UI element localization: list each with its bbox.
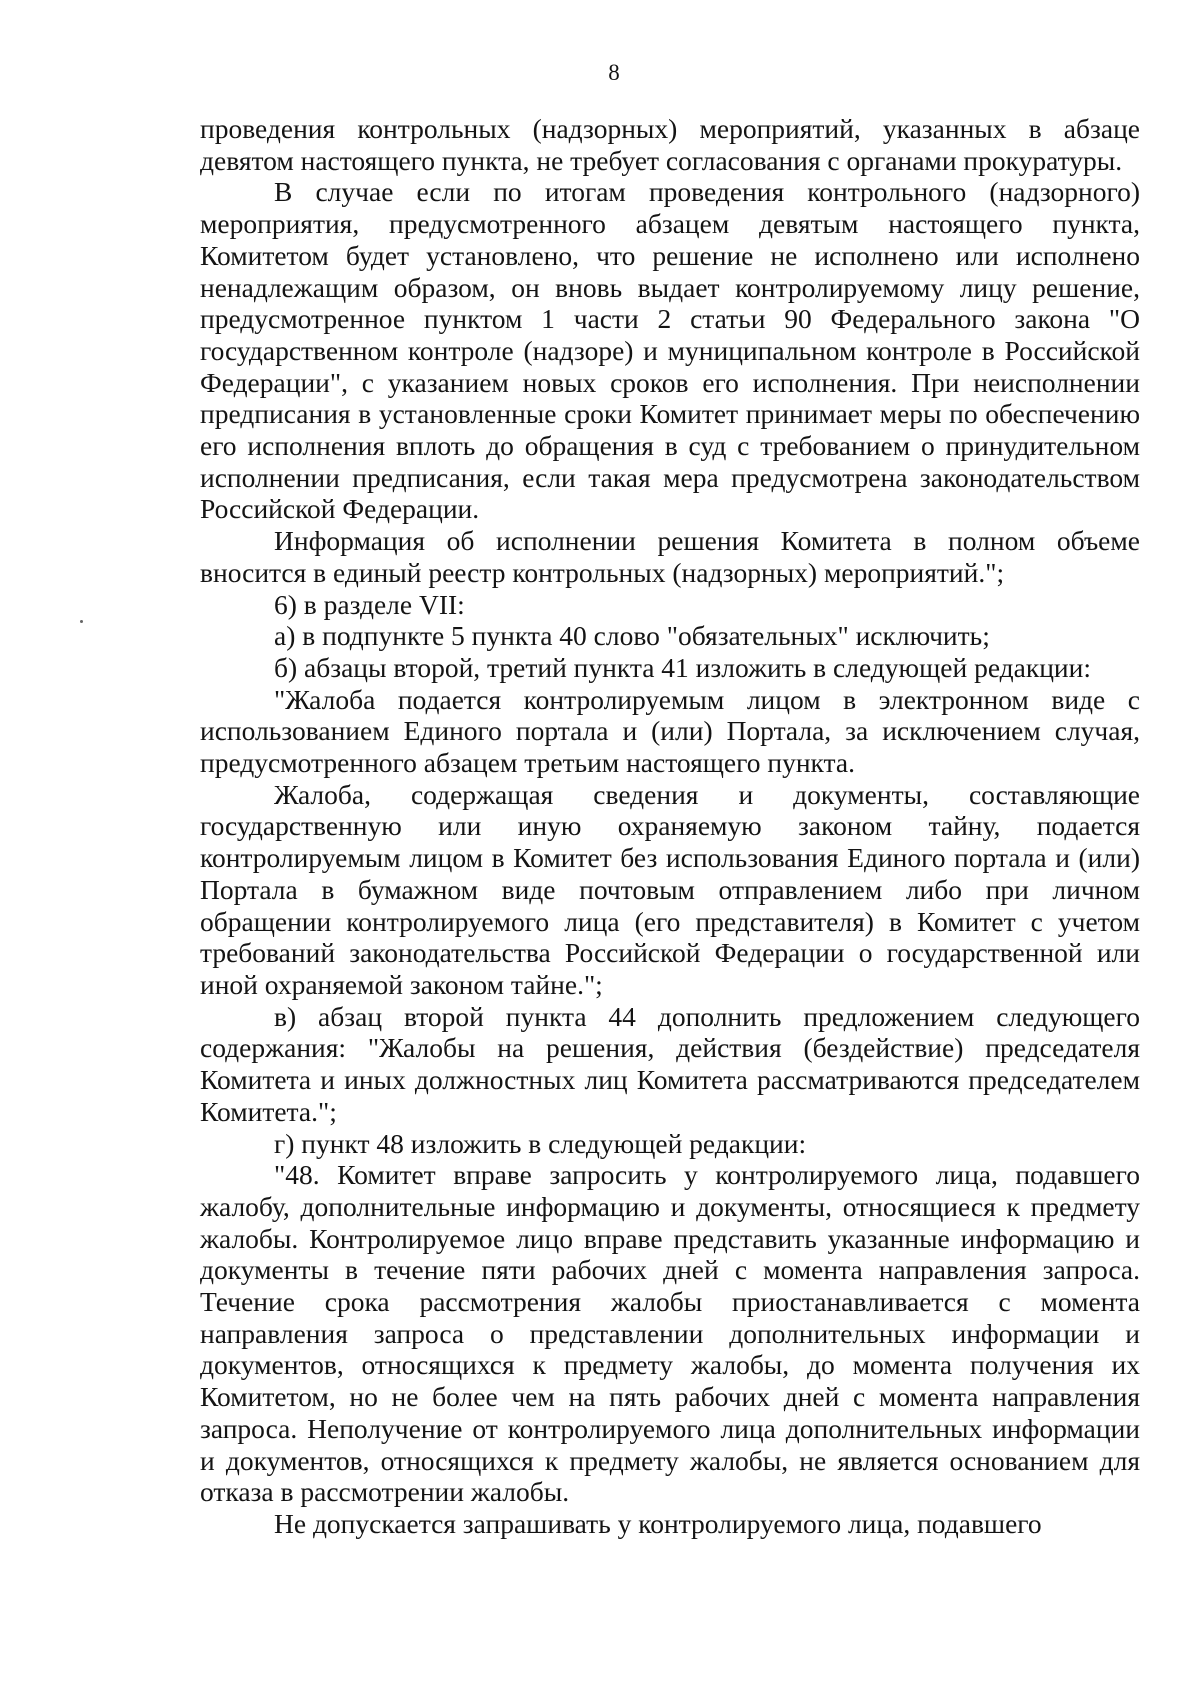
paragraph-complaint-secret: Жалоба, содержащая сведения и документы, составляющие государственную или иную охраняемую законом тайну, подается контролируемым лицом в Комитет без использования Единого портала и (или) Портала в бумажном виде почтовым отправлением либо при личном обращении контролируемого лица (его представителя) в Комитет с учетом требований законодательства Российской Федерации о государственной или иной охраняемой законом тайне.";: [200, 778, 1140, 1000]
paragraph-item-v: в) абзац второй пункта 44 дополнить предложением следующего содержания: "Жалобы на решения, действия (бездействие) председателя Комитета и иных должностных лиц Комитета рассматриваются председателем Комитета.";: [200, 1000, 1140, 1127]
paragraph-item-g: г) пункт 48 изложить в следующей редакции:: [274, 1127, 807, 1159]
scan-artifact-dot: [80, 620, 83, 623]
paragraph-point-48: "48. Комитет вправе запросить у контролируемого лица, подавшего жалобу, дополнительные информацию и документы, относящиеся к предмету жалобы. Контролируемое лицо вправе представить указанные информацию и документы в течение пяти рабочих дней с момента направления запроса. Течение срока рассмотрения жалобы приостанавливается с момента направления запроса о представлении дополнительных информации и документов, относящихся к предмету жалобы, до момента получения их Комитетом, но не более чем на пять рабочих дней с момента направления запроса. Неполучение от контролируемого лица дополнительных информации и документов, относящихся к предмету жалобы, не является основанием для отказа в рассмотрении жалобы.: [200, 1159, 1140, 1508]
paragraph-repeat-inspection: В случае если по итогам проведения контрольного (надзорного) мероприятия, предусмотренного абзацем девятым настоящего пункта, Комитетом будет установлено, что решение не исполнено или исполнено ненадлежащим образом, он вновь выдает контролируемому лицу решение, предусмотренное пунктом 1 части 2 статьи 90 Федерального закона "О государственном контроле (надзоре) и муниципальном контроле в Российской Федерации", с указанием новых сроков его исполнения. При неисполнении предписания в установленные сроки Комитет принимает меры по обеспечению его исполнения вплоть до обращения в суд с требованием о принудительном исполнении предписания, если такая мера предусмотрена законодательством Российской Федерации.: [200, 176, 1140, 525]
paragraph-not-allowed: Не допускается запрашивать у контролируемого лица, подавшего: [274, 1507, 1042, 1539]
paragraph-registry-info: Информация об исполнении решения Комитета в полном объеме вносится в единый реестр контрольных (надзорных) мероприятий.";: [200, 525, 1140, 588]
paragraph-complaint-electronic: "Жалоба подается контролируемым лицом в электронном виде с использованием Единого портала и (или) Портала, за исключением случая, предусмотренного абзацем третьим настоящего пункта.: [200, 683, 1140, 779]
paragraph-section-7: 6) в разделе VII:: [274, 588, 465, 620]
paragraph-item-b: б) абзацы второй, третий пункта 41 изложить в следующей редакции:: [274, 651, 1092, 683]
document-body: [200, 113, 1140, 1540]
page-number: 8: [608, 60, 620, 85]
paragraph-item-a: а) в подпункте 5 пункта 40 слово "обязательных" исключить;: [274, 620, 990, 652]
paragraph-continuation: проведения контрольных (надзорных) мероприятий, указанных в абзаце девятом настоящего пункта, не требует согласования с органами прокуратуры.: [200, 113, 1140, 176]
